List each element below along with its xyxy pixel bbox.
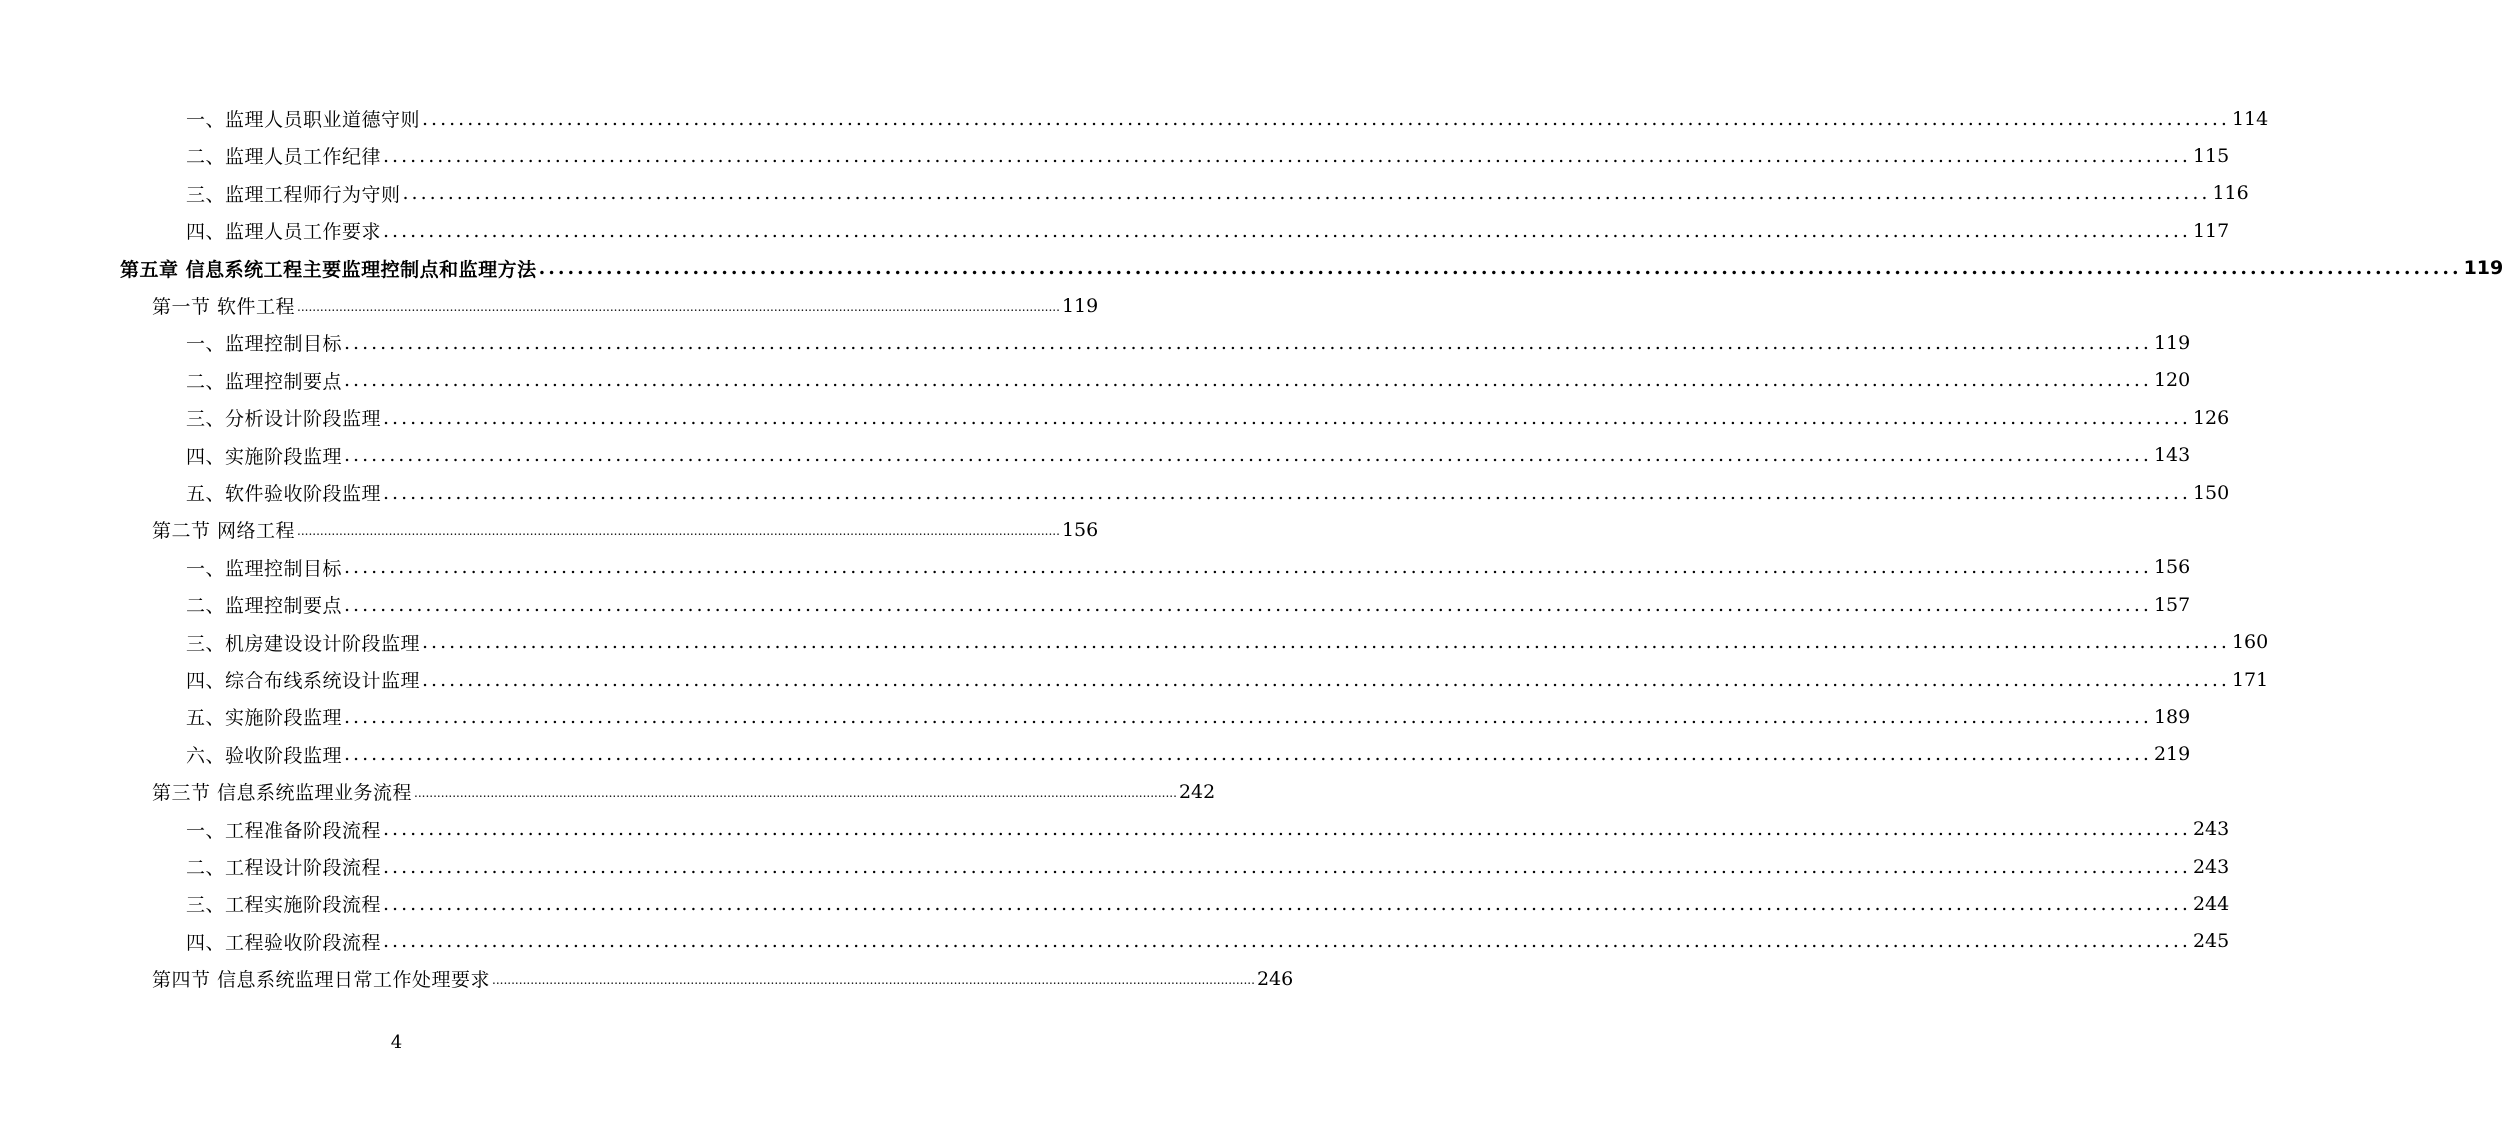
toc-dot-leader: ........................................................................................................................................................................................................ (383, 855, 2191, 878)
toc-entry-page: 114 (2231, 107, 2269, 130)
toc-dot-leader: ........................................................................................................................................................................................................ (422, 668, 2230, 691)
toc-entry-title: 五、软件验收阶段监理 (186, 483, 382, 505)
toc-entry-page: 243 (2192, 818, 2230, 841)
toc-entry-page: 242 (1178, 780, 1216, 803)
toc-dot-leader: ........................................................................................................................................................................................................ (383, 818, 2191, 841)
toc-item-entry[interactable] (186, 661, 2269, 698)
toc-entry-title: 第五章 信息系统工程主要监理控制点和监理方法 (120, 258, 537, 281)
toc-item-entry[interactable] (186, 811, 2230, 848)
toc-entry-title: 第一节 软件工程 (152, 296, 296, 318)
toc-dot-leader: ........................................................................................................................................................................................................ (383, 930, 2191, 953)
toc-entry-title: 一、监理控制目标 (186, 333, 343, 356)
toc-entry-title: 四、综合布线系统设计监理 (186, 670, 421, 692)
toc-dot-leader: ........................................................................................................................................................................................................ (402, 182, 2211, 205)
toc-dot-leader: ........................................................................................................................................................................................................ (422, 631, 2230, 654)
toc-item-entry[interactable] (186, 212, 2230, 249)
toc-entry-title: 一、工程准备阶段流程 (186, 819, 382, 842)
toc-entry-page: 119 (2153, 331, 2191, 354)
toc-entry-page: 119 (1061, 294, 1099, 317)
toc-chapter-entry[interactable] (120, 250, 2503, 287)
toc-item-entry[interactable] (186, 698, 2191, 735)
toc-item-entry[interactable] (186, 362, 2191, 399)
toc-entry-page: 160 (2231, 631, 2269, 654)
toc-dot-leader: ........................................................................................................................................................................................................ (344, 705, 2152, 728)
toc-dot-leader: ........................................................................................................................................................................................................ (344, 331, 2152, 354)
toc-entry-page: 120 (2153, 369, 2191, 392)
toc-entry-title: 第三节 信息系统监理业务流程 (152, 782, 413, 805)
toc-entry-title: 四、工程验收阶段流程 (186, 931, 382, 954)
toc-entry-title: 三、监理工程师行为守则 (186, 183, 401, 206)
toc-entry-title: 五、实施阶段监理 (186, 707, 343, 730)
toc-section-entry[interactable] (152, 511, 1099, 548)
toc-item-entry[interactable] (186, 137, 2230, 174)
toc-item-entry[interactable] (186, 474, 2230, 511)
toc-dot-leader: ........................................................................................................................................................................................................ (383, 481, 2191, 504)
toc-entry-title: 二、监理人员工作纪律 (186, 146, 382, 169)
toc-item-entry[interactable] (186, 437, 2191, 474)
toc-item-entry[interactable] (186, 175, 2249, 212)
page-number: 4 (390, 1032, 403, 1053)
toc-entry-title: 一、监理人员职业道德守则 (186, 109, 421, 131)
toc-entry-title: 二、监理控制要点 (186, 370, 343, 393)
toc-entry-page: 244 (2192, 892, 2230, 915)
toc-dot-leader: ........................................................................................................................................................................................................ (492, 973, 1255, 988)
toc-dot-leader: ........................................................................................................................................................................................................ (414, 786, 1177, 801)
toc-dot-leader: ........................................................................................................................................................................................................ (538, 257, 2462, 280)
toc-dot-leader: ........................................................................................................................................................................................................ (344, 444, 2152, 467)
toc-entry-title: 二、监理控制要点 (186, 595, 343, 618)
toc-entry-page: 117 (2192, 219, 2230, 242)
toc-entry-page: 243 (2192, 855, 2230, 878)
toc-section-entry[interactable] (152, 960, 1294, 997)
toc-entry-page: 156 (1061, 518, 1099, 541)
toc-entry-title: 三、工程实施阶段流程 (186, 894, 382, 917)
toc-item-entry[interactable] (186, 848, 2230, 885)
toc-entry-title: 四、实施阶段监理 (186, 445, 343, 468)
toc-dot-leader: ........................................................................................................................................................................................................ (344, 593, 2152, 616)
toc-entry-page: 189 (2153, 705, 2191, 728)
toc-item-entry[interactable] (186, 736, 2191, 773)
toc-entry-title: 三、机房建设设计阶段监理 (186, 632, 421, 655)
toc-entry-page: 116 (2212, 182, 2249, 205)
toc-entry-page: 157 (2153, 593, 2191, 616)
toc-dot-leader: ........................................................................................................................................................................................................ (383, 144, 2191, 167)
toc-item-entry[interactable] (186, 624, 2269, 661)
toc-item-entry[interactable] (186, 923, 2230, 960)
toc-dot-leader: ........................................................................................................................................................................................................ (344, 556, 2152, 579)
toc-dot-leader: ........................................................................................................................................................................................................ (422, 107, 2230, 130)
toc-dot-leader: ........................................................................................................................................................................................................ (344, 743, 2152, 766)
toc-item-entry[interactable] (186, 885, 2230, 922)
toc-dot-leader: ........................................................................................................................................................................................................ (383, 219, 2191, 242)
toc-entry-page: 115 (2192, 144, 2230, 167)
toc-item-entry[interactable] (186, 586, 2191, 623)
toc-entry-page: 246 (1256, 967, 1294, 990)
toc-entry-title: 二、工程设计阶段流程 (186, 857, 382, 879)
toc-item-entry[interactable] (186, 100, 2269, 137)
toc-section-entry[interactable] (152, 287, 1099, 324)
toc-entry-title: 三、分析设计阶段监理 (186, 408, 382, 431)
toc-dot-leader: ........................................................................................................................................................................................................ (297, 300, 1060, 314)
toc-entry-page: 143 (2153, 444, 2191, 467)
toc-entry-page: 126 (2192, 406, 2230, 429)
toc-entry-title: 第四节 信息系统监理日常工作处理要求 (152, 969, 491, 992)
toc-entry-page: 156 (2153, 556, 2191, 579)
toc-entry-title: 第二节 网络工程 (152, 520, 296, 543)
toc-entry-page: 150 (2192, 481, 2230, 504)
toc-entry-page: 171 (2231, 668, 2269, 691)
toc-dot-leader: ........................................................................................................................................................................................................ (297, 524, 1060, 539)
toc-entry-title: 四、监理人员工作要求 (186, 221, 382, 244)
toc-dot-leader: ........................................................................................................................................................................................................ (383, 406, 2191, 429)
toc-dot-leader: ........................................................................................................................................................................................................ (344, 369, 2152, 392)
toc-entry-page: 219 (2153, 743, 2191, 766)
toc-item-entry[interactable] (186, 324, 2191, 361)
toc-item-entry[interactable] (186, 549, 2191, 586)
toc-entry-title: 一、监理控制目标 (186, 557, 343, 580)
toc-entry-title: 六、验收阶段监理 (186, 744, 343, 767)
toc-entry-page: 245 (2192, 930, 2230, 953)
toc-entry-page: 119 (2463, 257, 2503, 280)
toc-dot-leader: ........................................................................................................................................................................................................ (383, 892, 2191, 915)
toc-section-entry[interactable] (152, 773, 1216, 810)
toc-item-entry[interactable] (186, 399, 2230, 436)
